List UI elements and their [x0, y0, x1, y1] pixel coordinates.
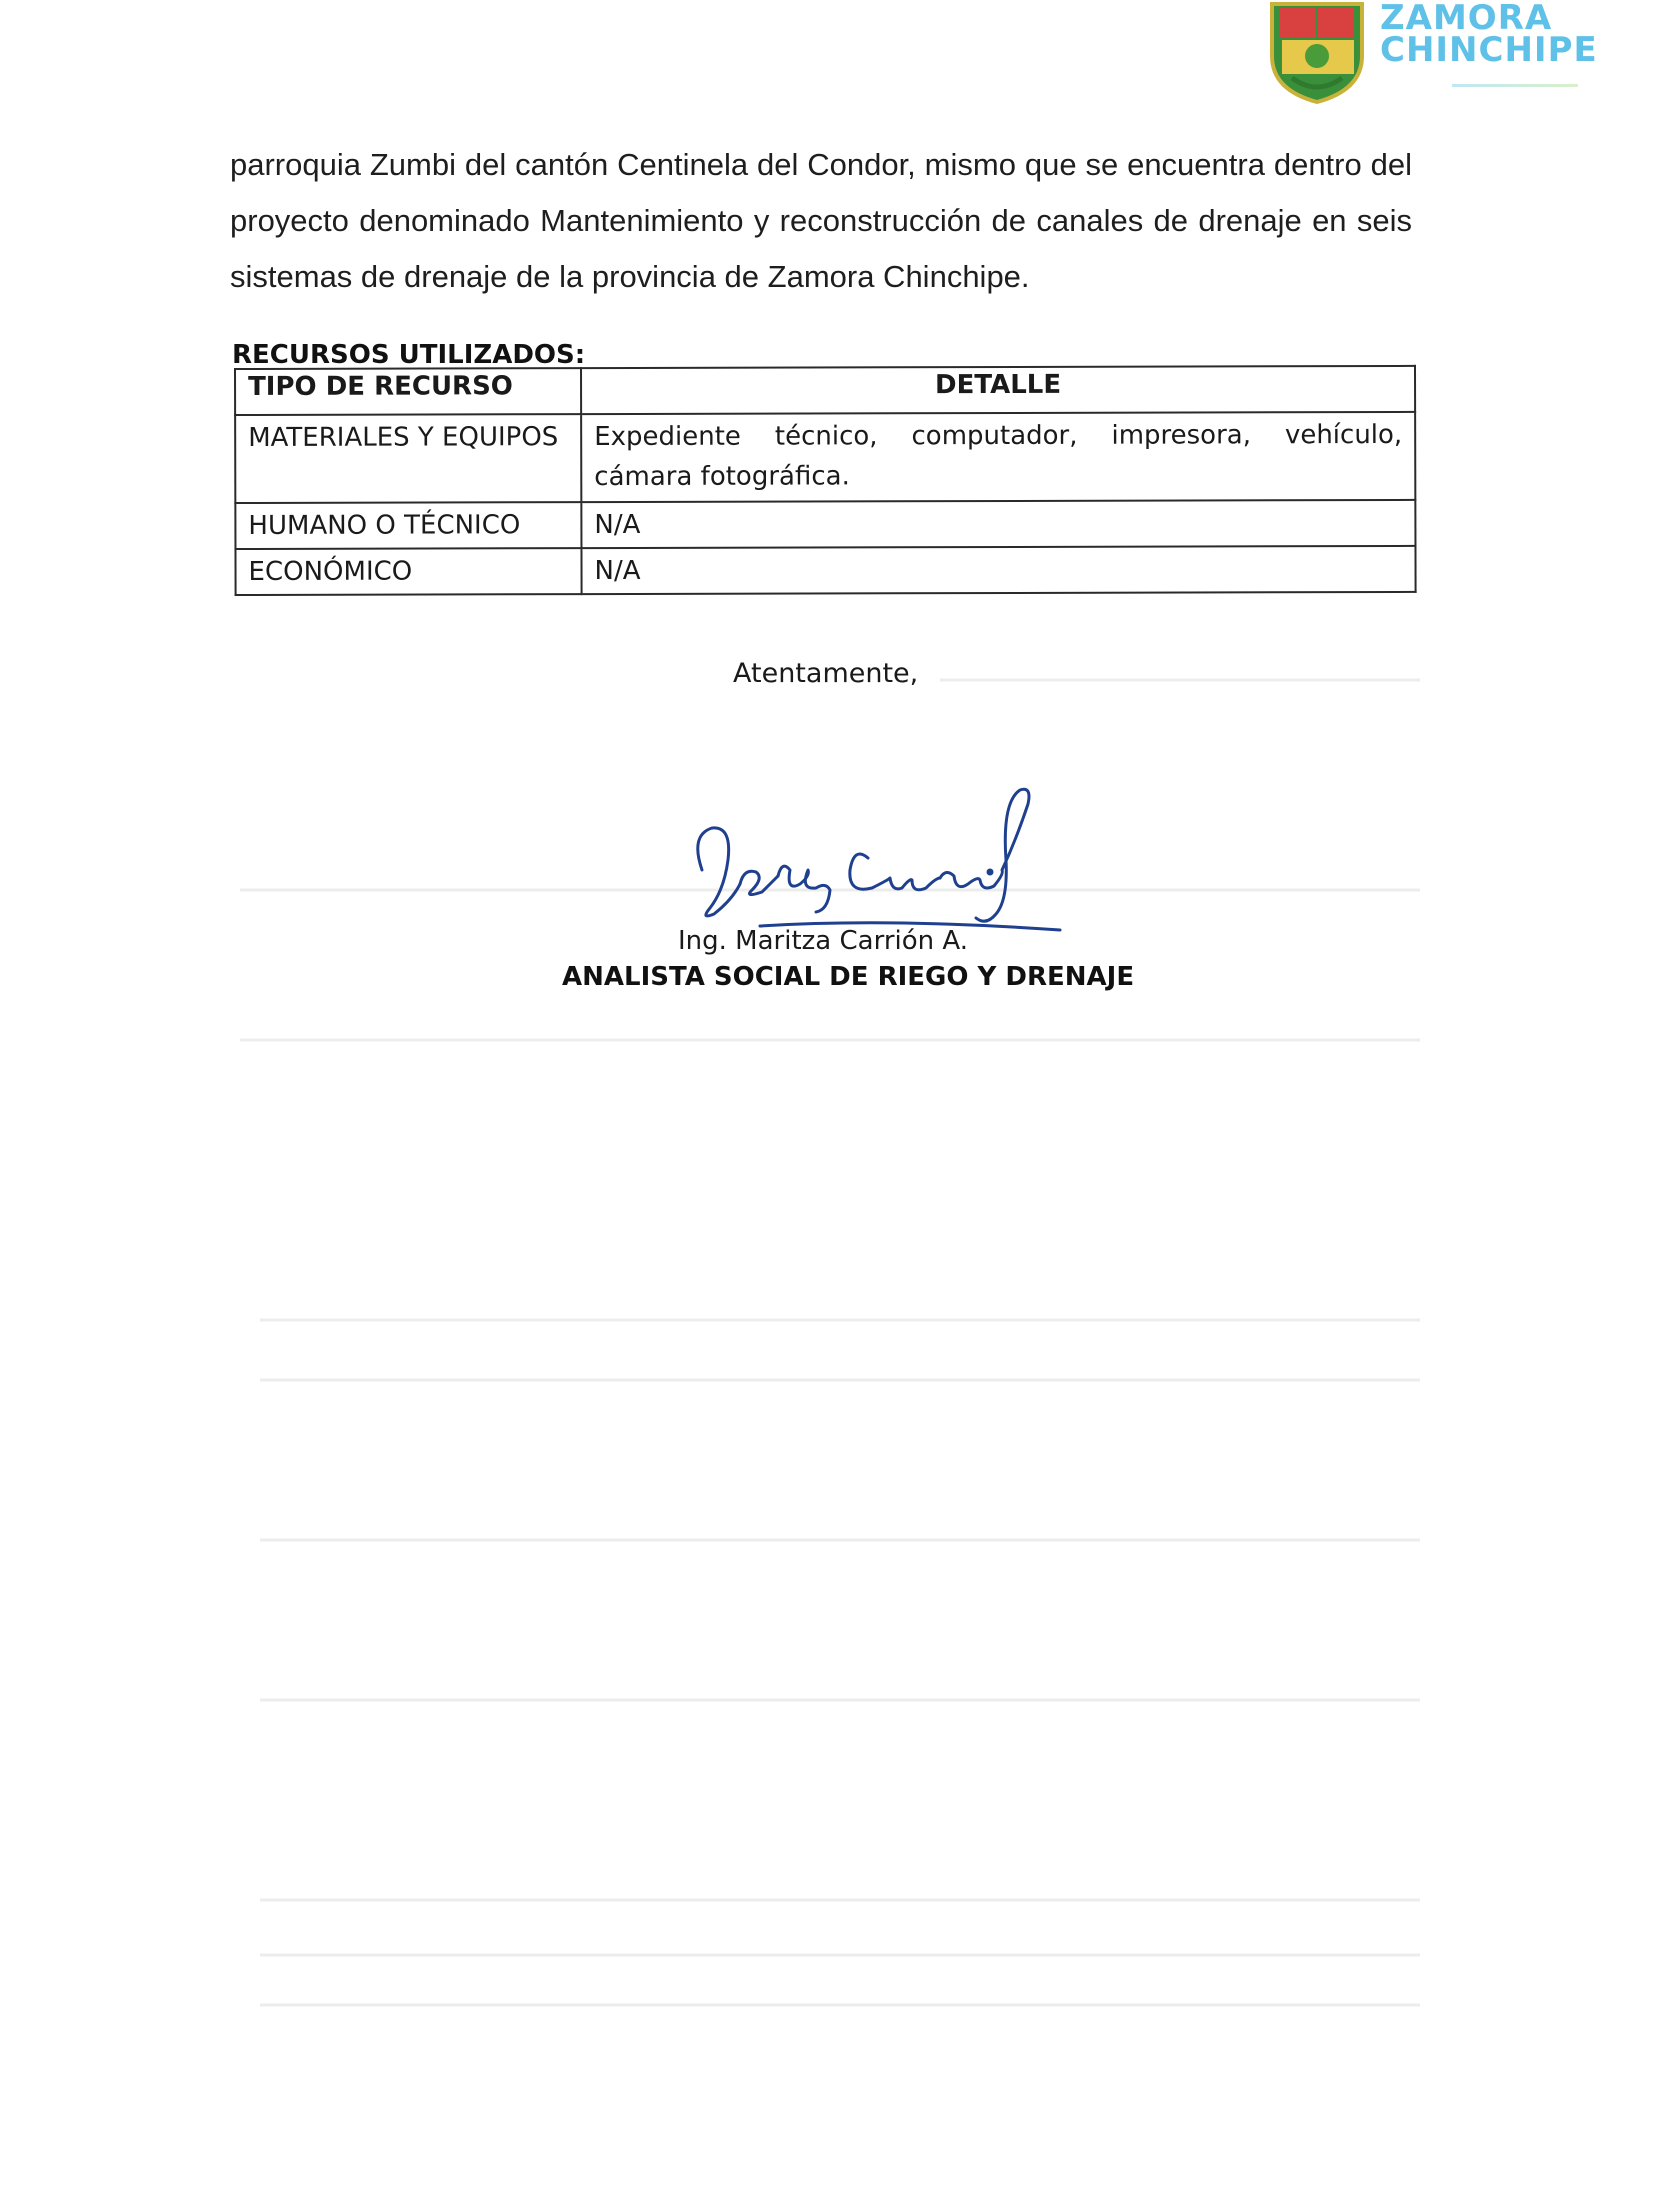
- signer-role: ANALISTA SOCIAL DE RIEGO Y DRENAJE: [562, 962, 1135, 992]
- table-row: [235, 500, 1415, 549]
- resource-detail-cell: N/A: [581, 546, 1415, 594]
- table-header-row: [235, 366, 1415, 415]
- signer-name: Ing. Maritza Carrión A.: [678, 926, 968, 956]
- resource-detail-cell: N/A: [581, 500, 1415, 548]
- table-row: [235, 412, 1415, 503]
- column-header-type: TIPO DE RECURSO: [235, 368, 581, 415]
- resource-detail-cell: Expediente técnico, computador, impresora, vehículo, cámara fotográfica.: [581, 412, 1415, 502]
- column-header-detail: DETALLE: [581, 366, 1415, 414]
- table-row: [235, 546, 1415, 595]
- resource-type-cell: MATERIALES Y EQUIPOS: [235, 414, 581, 503]
- closing-salutation: Atentamente,: [733, 658, 919, 689]
- logo-text-line2: CHINCHIPE: [1380, 30, 1598, 70]
- resources-title: RECURSOS UTILIZADOS:: [232, 340, 586, 370]
- coat-of-arms-icon: [1262, 0, 1372, 104]
- institution-logo: [1262, 0, 1598, 110]
- resources-table: [234, 365, 1417, 596]
- body-paragraph: parroquia Zumbi del cantón Centinela del Condor, mismo que se encuentra dentro del proyecto denominado Mantenimiento y reconstrucción de canales de drenaje en seis sistemas de drenaje de la provincia de Zamora Chinchipe.: [230, 147, 1412, 294]
- logo-underline: [1452, 84, 1578, 87]
- resource-type-cell: HUMANO O TÉCNICO: [235, 502, 581, 549]
- resource-type-cell: ECONÓMICO: [235, 548, 581, 595]
- logo-text-line1: ZAMORA: [1380, 0, 1553, 38]
